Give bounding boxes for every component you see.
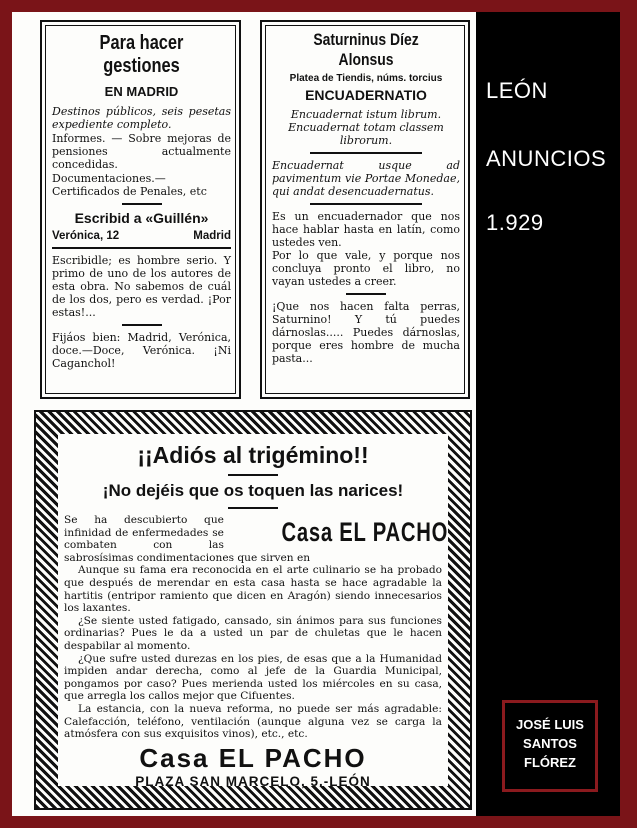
divider: [310, 152, 423, 154]
ad3-footer-name: Casa EL PACHO: [139, 742, 367, 773]
divider: [52, 247, 231, 249]
ad3-casa-inline: Casa EL PACHO: [281, 517, 448, 547]
place-label: LEÓN: [486, 78, 548, 103]
ad2-paragraph: Es un encuadernador que nos hace hablar hasta en latín, como ustedes ven.: [272, 210, 460, 249]
ad2-paragraph: Encuadernat istum librum. Encuadernat totam classem librorum.: [288, 108, 444, 147]
ad1-paragraph: Documentaciones.—Certificados de Penales, etc: [52, 172, 207, 198]
divider: [310, 203, 423, 205]
ad1-street: Verónica, 12: [52, 230, 120, 242]
ad1-city: Madrid: [193, 230, 231, 242]
ad-gestiones-madrid: [40, 20, 241, 399]
divider: [346, 293, 386, 295]
ad1-title: Para hacer gestiones: [99, 32, 184, 77]
ad3-paragraph: ¿Que sufre usted durezas en los pies, de esas que a la Humanidad impiden andar derecha, como al jefe de la Guardia Municipal, pongamos por caso? Pues merienda usted los miércoles en su casa, que arregla los callos mejor que Cifuentes.: [64, 652, 442, 703]
author-line: FLÓREZ: [524, 755, 576, 770]
author-line: SANTOS: [523, 736, 577, 751]
ad3-paragraph: La estancia, con la nueva reforma, no puede ser más agradable: Calefacción, teléfono, ventilación (aunque alguna vez se carga la atmósfera con sus exquisitos vinos), etc., etc.: [64, 702, 442, 741]
ad1-paragraph: Destinos públicos, seis pesetas expediente completo.: [52, 105, 231, 131]
divider: [122, 203, 162, 205]
ad3-paragraph: Aunque su fama era reconocida en el arte culinario se ha probado que después de merendar en esta casa hasta se hace agradable la hartitis (entripor ramiento que dicen en Aragón) siendo innecesarios los laxantes.: [64, 564, 442, 615]
ad2-heading: ENCUADERNATIO: [305, 87, 427, 103]
section-label: ANUNCIOS: [486, 146, 607, 171]
ad2-title: Saturninus Díez Alonsus: [313, 30, 419, 69]
ad1-paragraph: Fijáos bien: Madrid, Verónica, doce.—Doce, Verónica. ¡Ni Caganchol!: [52, 331, 231, 370]
ad3-title: ¡¡Adiós al trigémino!!: [137, 442, 369, 468]
ad1-contact: Escribid a «Guillén»: [74, 210, 209, 226]
ad1-subtitle: EN MADRID: [104, 84, 179, 99]
divider: [122, 324, 162, 326]
year-label: 1.929: [486, 210, 544, 235]
ad2-paragraph: Por lo que vale, y porque nos concluya pronto el libro, no vayan ustedes a creer.: [272, 249, 460, 288]
newspaper-clipping: [12, 12, 476, 816]
divider: [228, 474, 278, 476]
ad2-paragraph: ¡Que nos hacen falta perras, Saturnino! Y tú puedes dárnoslas..... Puedes dárnoslas, porque eres hombre de mucha pasta...: [272, 300, 460, 365]
ad-encuadernatio: [260, 20, 470, 399]
ad3-paragraph: Se ha descubierto que infinidad de enfermedades se combaten con las sabrosísimas condimentaciones que sirven en: [64, 514, 311, 564]
ad1-paragraph: Informes. — Sobre mejoras de pensiones actualmente concedidas.: [52, 132, 231, 171]
author-box: [502, 700, 598, 792]
ad3-footer-address: PLAZA SAN MARCELO, 5.-LEÓN: [135, 773, 371, 789]
ad2-subtitle: Platea de Tiendis, núms. torcius: [289, 73, 443, 84]
divider: [228, 507, 278, 509]
author-line: JOSÉ LUIS: [516, 717, 584, 732]
ad1-paragraph: Escribidle; es hombre serio. Y primo de uno de los autores de esta obra. No sabemos de cuál de los dos, pero es verdad. ¡Por estas!...: [52, 254, 231, 319]
ad-casa-el-pacho: [34, 410, 472, 810]
side-panel: [476, 12, 620, 816]
ad3-paragraph: ¿Se siente usted fatigado, cansado, sin ánimos para sus funciones ordinarias? Pues le da a usted un par de chuletas que le hacen despabilar al momento.: [64, 614, 442, 652]
ad2-paragraph: Encuadernat usque ad pavimentum vie Portae Monedae, qui andat desencuadernatus.: [272, 159, 460, 198]
ad3-subtitle: ¡No dejéis que os toquen las narices!: [102, 481, 404, 500]
